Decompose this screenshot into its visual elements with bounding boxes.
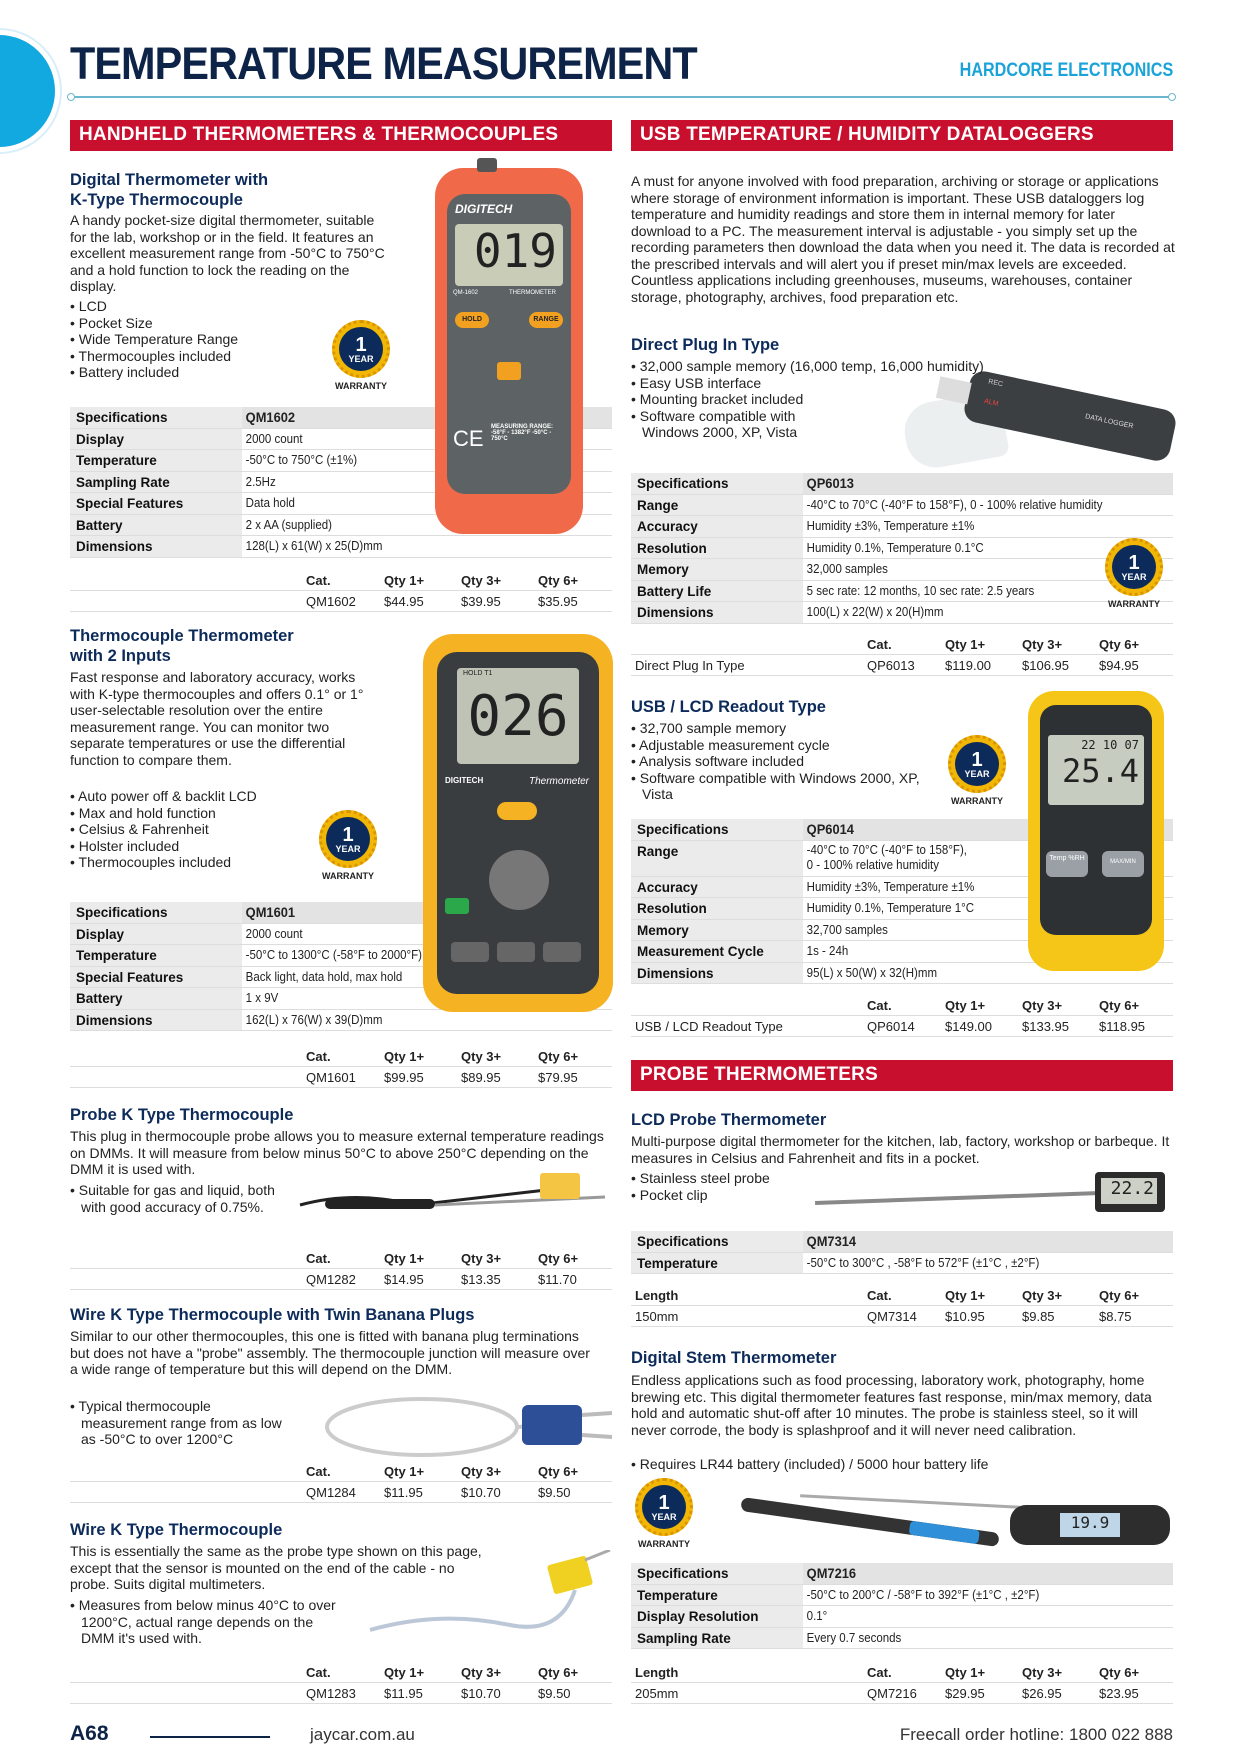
feature-item: • 32,700 sample memory (631, 720, 931, 737)
spec-label: Sampling Rate (631, 1628, 803, 1649)
spec-label: Accuracy (631, 516, 803, 537)
feature-item: • Thermocouples included (70, 348, 330, 365)
spec-value: -40°C to 70°C (-40°F to 158°F), 0 - 100% relative humidity (806, 497, 1103, 512)
header-divider (70, 96, 1173, 98)
spec-label: Temperature (631, 1585, 803, 1606)
spec-value: Humidity ±3%, Temperature ±1% (806, 879, 975, 894)
spec-row (631, 602, 1173, 624)
device-face (447, 194, 571, 494)
price-cell: Qty 6+ (538, 1464, 579, 1479)
qm1602-device-image (435, 168, 583, 534)
price-header-row (70, 1248, 612, 1269)
lcd-reading: 026 (457, 668, 579, 764)
price-cell: QM1282 (306, 1272, 356, 1287)
usb-intro-text: A must for anyone involved with food preparation, archiving or storage or applications where storage of environment information is important. These USB dataloggers log temperature and humidity readings and store them in internal memory for later download to a PC. The measurement interval is adjustable - you simply set up the recording parameters then download the data when you need it. The data is recorded at the prescribed intervals and will alert you if preset min/max levels are exceeded. Countless applications including greenhouses, museums, warehouses, container storage, photography, archives, food preparation etc. (631, 173, 1175, 305)
spec-value: 100(L) x 22(W) x 20(H)mm (806, 605, 944, 620)
price-cell: Qty 1+ (945, 998, 986, 1013)
feature-list (631, 1456, 1176, 1473)
spec-value: 32,000 samples (806, 562, 888, 577)
website-link[interactable]: jaycar.com.au (310, 1725, 415, 1744)
feature-item: • Software compatible with Windows 2000, XP, Vista (631, 770, 931, 803)
spec-value: -40°C to 70°C (-40°F to 158°F), 0 - 100% relative humidity (806, 843, 967, 872)
product-title: Probe K Type Thermocouple (70, 1106, 294, 1124)
spec-value: 2.5Hz (245, 474, 276, 489)
feature-item: • Mounting bracket included (631, 391, 1011, 408)
alm-led-label: ALM (983, 397, 999, 408)
brand-label: HARDCORE ELECTRONICS (959, 60, 1173, 81)
spec-row (631, 1585, 1173, 1607)
price-cell: Qty 6+ (1099, 1665, 1140, 1680)
price-cell: $14.95 (384, 1272, 424, 1287)
spec-label: Display (70, 924, 242, 945)
rec-led-label: REC (987, 378, 1004, 389)
price-row (70, 1067, 612, 1088)
spec-value: -50°C to 1300°C (-58°F to 2000°F) (245, 948, 422, 963)
price-cell: $29.95 (945, 1686, 985, 1701)
lcd-reading: 22.2 (1101, 1178, 1157, 1204)
price-cell: $119.00 (945, 658, 992, 673)
product-description: Similar to our other thermocouples, this one is fitted with banana plug terminations but does not have a "probe" assembly. The thermocouple junction will measure over a wide range of temperature but this will depend on the DMM. (70, 1328, 590, 1377)
product-title: USB / LCD Readout Type (631, 698, 826, 716)
product-title: Wire K Type Thermocouple (70, 1521, 283, 1539)
spec-label: Sampling Rate (70, 472, 242, 493)
price-cell: Qty 6+ (538, 1049, 579, 1064)
spec-value: 0.1° (806, 1609, 828, 1624)
product-title: LCD Probe Thermometer (631, 1111, 827, 1129)
hotline-text: Freecall order hotline: 1800 022 888 (899, 1725, 1173, 1744)
spec-row (631, 538, 1173, 560)
spec-value: QM7314 (806, 1233, 857, 1250)
spec-value: -50°C to 300°C , -58°F to 572°F (±1°C , ±2°F) (806, 1255, 1040, 1270)
hold-button: HOLD (455, 312, 489, 328)
price-cell: Length (635, 1288, 679, 1303)
spec-label: Specifications (631, 1563, 803, 1584)
price-cell: Cat. (306, 1251, 331, 1266)
temp-rh-button: Temp %RH (1046, 851, 1088, 877)
spec-value: Every 0.7 seconds (806, 1630, 902, 1645)
spec-label: Display (70, 429, 242, 450)
banana-plug-thermocouple-image (322, 1385, 617, 1465)
product-title: Digital Stem Thermometer (631, 1349, 837, 1367)
feature-item: • Easy USB interface (631, 375, 1011, 392)
price-cell: Cat. (306, 1464, 331, 1479)
device-model: QM-1602 (453, 290, 479, 296)
spec-row (631, 516, 1173, 538)
price-row (631, 655, 1173, 676)
lcd-hold-indicator: HOLD T1 (463, 670, 493, 677)
feature-list (631, 358, 1011, 441)
feature-list (70, 788, 330, 871)
spec-value: 1 x 9V (245, 991, 279, 1006)
spec-label: Display Resolution (631, 1606, 803, 1627)
product-description: Endless applications such as food processing, laboratory work, photography, home brewing etc. This digital thermometer features fast response, min/max memory, data hold and automatic shut-off after 10 minutes. The probe is stainless steel, so it will never corrode, the body is splashproof and it will never need calibration. (631, 1372, 1152, 1438)
spec-value: 2 x AA (supplied) (245, 517, 332, 532)
feature-item: • Max and hold function (70, 805, 330, 822)
lcd-reading: 19.9 (1060, 1513, 1120, 1537)
spec-value: 5 sec rate: 12 months, 10 sec rate: 2.5 years (806, 583, 1035, 598)
price-cell: $133.95 (1022, 1019, 1069, 1034)
price-cell: $35.95 (538, 594, 578, 609)
warranty-badge: 1 YEAR WARRANTY (329, 320, 393, 391)
price-cell: Qty 1+ (384, 573, 425, 588)
price-cell: 150mm (635, 1309, 679, 1324)
spec-label: Battery (70, 515, 242, 536)
spec-value: 95(L) x 50(W) x 32(H)mm (806, 965, 938, 980)
input-buttons (451, 942, 581, 962)
product-description: Multi-purpose digital thermometer for the kitchen, lab, factory, workshop or barbeque. It measures in Celsius and Fahrenheit and fits in a pocket. (631, 1133, 1170, 1166)
probe-thermocouple-image (295, 1165, 615, 1240)
spec-label: Specifications (631, 473, 803, 494)
device-face (1040, 705, 1152, 935)
feature-item: • Analysis software included (631, 753, 931, 770)
spec-row (631, 581, 1173, 603)
price-cell: $99.95 (384, 1070, 424, 1085)
price-table (631, 1662, 1173, 1704)
price-cell: Qty 6+ (1099, 998, 1140, 1013)
spec-label: Dimensions (631, 602, 803, 623)
spec-value: QM7216 (806, 1565, 857, 1582)
spec-value: 1s - 24h (806, 944, 849, 959)
spec-label: Dimensions (70, 536, 242, 557)
spec-label: Measurement Cycle (631, 941, 803, 962)
price-row (70, 1683, 612, 1704)
spec-value: Humidity 0.1%, Temperature 0.1°C (806, 540, 984, 555)
price-cell: Cat. (306, 1665, 331, 1680)
price-cell: Cat. (306, 1049, 331, 1064)
price-cell: $10.70 (461, 1485, 501, 1500)
price-table (631, 634, 1173, 676)
product-description: This is essentially the same as the probe type shown on this page, except that the sensor is mounted on the end of the cable - no probe. Suits digital multimeters. (70, 1543, 482, 1592)
spec-row (70, 536, 612, 558)
spec-label: Resolution (631, 538, 803, 559)
warranty-badge: 1 YEAR WARRANTY (945, 735, 1009, 806)
product-title: Direct Plug In Type (631, 336, 780, 354)
price-row (631, 1306, 1173, 1327)
spec-label: Battery (70, 988, 242, 1009)
price-cell: Qty 3+ (1022, 1665, 1063, 1680)
spec-header-row (631, 473, 1173, 495)
feature-item: • Stainless steel probe (631, 1170, 831, 1187)
price-cell: Qty 6+ (538, 573, 579, 588)
product-description: Fast response and laboratory accuracy, works with K-type thermocouples and offers 0.1° or 1° user-selectable resolution over the entire measurement range. You can monitor two separate temperatures or use the differential function to compare them. (70, 669, 364, 768)
spec-row (631, 495, 1173, 517)
feature-item: • 32,000 sample memory (16,000 temp, 16,000 humidity) (631, 358, 1011, 375)
device-name: THERMOMETER (509, 290, 556, 296)
spec-row (70, 1010, 612, 1032)
stem-probe-image (800, 1494, 1020, 1509)
device-brand: DIGITECH (455, 202, 513, 216)
feature-list (70, 1398, 295, 1448)
spec-value: QM1602 (245, 409, 296, 426)
price-cell: $8.75 (1099, 1309, 1132, 1324)
spec-label: Memory (631, 920, 803, 941)
probe-socket (477, 158, 497, 172)
lcd-display (1048, 735, 1144, 805)
spec-row (631, 1628, 1173, 1650)
feature-item: • Celsius & Fahrenheit (70, 821, 330, 838)
price-row (631, 1683, 1173, 1704)
device-face (437, 652, 599, 994)
spec-label: Range (631, 495, 803, 516)
lcd-reading: 019 (455, 224, 563, 286)
feature-item: • Auto power off & backlit LCD (70, 788, 330, 805)
price-cell: Qty 3+ (461, 1665, 502, 1680)
spec-value: 2000 count (245, 431, 303, 446)
measuring-range-label: MEASURING RANGE: -58°F - 1382°F -50°C - 750°C (491, 424, 554, 442)
price-cell: Qty 3+ (1022, 998, 1063, 1013)
price-cell: $11.95 (384, 1485, 423, 1500)
price-cell: $10.95 (945, 1309, 985, 1324)
spec-value: 32,700 samples (806, 922, 888, 937)
price-header-row (70, 570, 612, 591)
price-row (70, 591, 612, 612)
spec-value: Humidity 0.1%, Temperature 1°C (806, 901, 975, 916)
spec-table (631, 1563, 1173, 1649)
price-table (70, 1046, 612, 1088)
price-cell: $26.95 (1022, 1686, 1062, 1701)
qp6014-logger-image (1028, 691, 1164, 971)
price-cell: $149.00 (945, 1019, 992, 1034)
spec-header-row (631, 1563, 1173, 1585)
spec-value: QP6014 (806, 821, 854, 838)
spec-label: Specifications (631, 819, 803, 840)
price-header-row (70, 1046, 612, 1067)
spec-header-row (631, 1231, 1173, 1253)
spec-label: Temperature (631, 1253, 803, 1274)
data-logger-label: DATA LOGGER (1084, 413, 1134, 431)
feature-item: • Pocket clip (631, 1187, 831, 1204)
page-title: TEMPERATURE MEASUREMENT (70, 38, 697, 89)
price-cell: USB / LCD Readout Type (635, 1019, 783, 1034)
spec-row (631, 1253, 1173, 1275)
spec-label: Specifications (631, 1231, 803, 1252)
spec-value: QP6013 (806, 475, 854, 492)
price-table (70, 1248, 612, 1290)
range-button: RANGE (529, 312, 563, 328)
price-cell: 205mm (635, 1686, 679, 1701)
price-cell: Qty 1+ (384, 1464, 425, 1479)
price-cell: QP6014 (867, 1019, 915, 1034)
feature-item: • Thermocouples included (70, 854, 330, 871)
price-cell: Qty 6+ (1099, 1288, 1140, 1303)
footer-divider (150, 1736, 270, 1738)
feature-item: • Pocket Size (70, 315, 330, 332)
feature-item: • Measures from below minus 40°C to over 1200°C, actual range depends on the DMM it's used with. (70, 1597, 350, 1647)
feature-item: • Adjustable measurement cycle (631, 737, 931, 754)
feature-list (70, 1182, 280, 1215)
price-cell: QM7314 (867, 1309, 917, 1324)
price-cell: Qty 1+ (384, 1665, 425, 1680)
price-cell: QM1284 (306, 1485, 356, 1500)
price-cell: Qty 3+ (461, 573, 502, 588)
spec-row (631, 559, 1173, 581)
spec-label: Dimensions (70, 1010, 242, 1031)
price-cell: Cat. (867, 637, 892, 652)
lcd-date: 22 10 07 (1081, 738, 1139, 752)
spec-label: Resolution (631, 898, 803, 919)
price-cell: $106.95 (1022, 658, 1069, 673)
spec-label: Special Features (70, 493, 242, 514)
spec-value: Back light, data hold, max hold (245, 969, 403, 984)
warranty-badge: 1 YEAR WARRANTY (632, 1478, 696, 1549)
spec-label: Temperature (70, 450, 242, 471)
price-header-row (70, 1662, 612, 1683)
feature-list (631, 1170, 831, 1203)
feature-item: • Software compatible with Windows 2000, XP, Vista (631, 408, 831, 441)
price-cell: $89.95 (461, 1070, 501, 1085)
price-table (631, 995, 1173, 1037)
price-cell: Qty 1+ (945, 1288, 986, 1303)
device-brand: DIGITECH (445, 776, 484, 785)
product-description: This plug in thermocouple probe allows you to measure external temperature readings on DMMs. It will measure from below minus 50°C to above 250°C depending on the DMM it is used with. (70, 1128, 604, 1177)
spec-value: Humidity ±3%, Temperature ±1% (806, 519, 975, 534)
feature-item: • Wide Temperature Range (70, 331, 330, 348)
feature-list (70, 1597, 350, 1647)
direction-pad (489, 850, 549, 910)
price-cell: Qty 3+ (461, 1049, 502, 1064)
price-cell: Qty 6+ (538, 1251, 579, 1266)
price-cell: $9.50 (538, 1686, 571, 1701)
price-cell: Qty 3+ (461, 1251, 502, 1266)
product-title: Wire K Type Thermocouple with Twin Banana Plugs (70, 1306, 475, 1324)
price-cell: Qty 1+ (945, 637, 986, 652)
price-header-row (631, 995, 1173, 1016)
price-cell: QM1283 (306, 1686, 356, 1701)
spec-table (631, 1231, 1173, 1274)
spec-value: -50°C to 750°C (±1%) (245, 453, 358, 468)
spec-value: Data hold (245, 496, 295, 511)
price-header-row (631, 1285, 1173, 1306)
section-bar-usb: USB TEMPERATURE / HUMIDITY DATALOGGERS (631, 120, 1173, 151)
feature-item: • Holster included (70, 838, 330, 855)
warranty-badge: 1 YEAR WARRANTY (316, 810, 380, 881)
power-button (497, 802, 537, 820)
price-cell: Qty 3+ (1022, 637, 1063, 652)
price-cell: $94.95 (1099, 658, 1139, 673)
price-cell: Direct Plug In Type (635, 658, 745, 673)
price-row (70, 1482, 612, 1503)
spec-label: Temperature (70, 945, 242, 966)
price-cell: $79.95 (538, 1070, 578, 1085)
price-cell: $9.85 (1022, 1309, 1055, 1324)
spec-label: Memory (631, 559, 803, 580)
price-row (631, 1016, 1173, 1037)
price-header-row (631, 634, 1173, 655)
price-cell: Cat. (306, 573, 331, 588)
spec-row (631, 1606, 1173, 1628)
price-cell: QP6013 (867, 658, 915, 673)
price-cell: Qty 1+ (384, 1049, 425, 1064)
warranty-badge: 1 YEAR WARRANTY (1102, 538, 1166, 609)
price-cell: QM1602 (306, 594, 356, 609)
price-header-row (631, 1662, 1173, 1683)
wire-thermocouple-image (360, 1550, 615, 1650)
spec-table (631, 473, 1173, 624)
price-cell: $23.95 (1099, 1686, 1139, 1701)
spec-value: 2000 count (245, 926, 303, 941)
price-cell: $44.95 (384, 594, 424, 609)
price-cell: $13.35 (461, 1272, 501, 1287)
price-cell: Qty 6+ (538, 1665, 579, 1680)
qm1601-device-image (423, 634, 613, 1012)
price-cell: $39.95 (461, 594, 501, 609)
feature-item: • Suitable for gas and liquid, both with good accuracy of 0.75%. (70, 1182, 280, 1215)
feature-item: • Battery included (70, 364, 330, 381)
section-bar-probe: PROBE THERMOMETERS (631, 1060, 1173, 1091)
max-min-button: MAX/MIN (1102, 851, 1144, 877)
price-cell: QM1601 (306, 1070, 356, 1085)
price-cell: $11.70 (538, 1272, 577, 1287)
stem-thermometer-body-image (1010, 1505, 1170, 1545)
spec-label: Special Features (70, 967, 242, 988)
price-table (70, 1461, 612, 1503)
feature-item: • Typical thermocouple measurement range from as low as -50°C to over 1200°C (70, 1398, 295, 1448)
price-cell: Qty 6+ (1099, 637, 1140, 652)
spec-label: Specifications (70, 902, 242, 923)
price-cell: Cat. (867, 998, 892, 1013)
lcd-probe-stem-image (815, 1191, 1100, 1205)
spec-value: -50°C to 200°C / -58°F to 392°F (±1°C , ±2°F) (806, 1587, 1040, 1602)
spec-label: Range (631, 841, 803, 876)
feature-item: • Requires LR44 battery (included) / 5000 hour battery life (631, 1456, 1176, 1473)
spec-label: Accuracy (631, 877, 803, 898)
spec-label: Dimensions (631, 963, 803, 984)
price-cell: Qty 1+ (945, 1665, 986, 1680)
spec-value: QM1601 (245, 904, 296, 921)
power-switch (497, 362, 521, 380)
feature-list (631, 720, 931, 803)
price-cell: $10.70 (461, 1686, 501, 1701)
price-table (631, 1285, 1173, 1327)
spec-label: Battery Life (631, 581, 803, 602)
price-table (70, 1662, 612, 1704)
price-cell: Qty 1+ (384, 1251, 425, 1266)
price-cell: QM7216 (867, 1686, 917, 1701)
spec-label: Specifications (70, 407, 242, 428)
price-cell: Qty 3+ (461, 1464, 502, 1479)
price-cell: Length (635, 1665, 679, 1680)
green-button (445, 898, 469, 914)
price-cell: Cat. (867, 1288, 892, 1303)
price-cell: $118.95 (1099, 1019, 1146, 1034)
spec-value: 162(L) x 76(W) x 39(D)mm (245, 1012, 383, 1027)
price-cell: Qty 3+ (1022, 1288, 1063, 1303)
page-number: A68 (70, 1722, 109, 1745)
product-description: A handy pocket-size digital thermometer, suitable for the lab, workshop or in the field. It features an excellent measurement range from -50°C to 750°C and a hold function to lock the reading on the display. (70, 212, 385, 294)
price-cell: Cat. (867, 1665, 892, 1680)
price-row (70, 1269, 612, 1290)
product-title: Digital Thermometer with K-Type Thermocouple (70, 171, 269, 209)
spec-value: 128(L) x 61(W) x 25(D)mm (245, 539, 383, 554)
feature-list (70, 298, 330, 381)
price-cell: $9.50 (538, 1485, 571, 1500)
page-tab-circle (0, 30, 60, 152)
price-cell: $11.95 (384, 1686, 423, 1701)
ce-mark: CE (453, 426, 484, 451)
device-name: Thermometer (529, 776, 590, 787)
section-bar-handheld: HANDHELD THERMOMETERS & THERMOCOUPLES (70, 120, 612, 151)
lcd-probe-body-image (1095, 1172, 1165, 1212)
product-title: Thermocouple Thermometer with 2 Inputs (70, 627, 294, 665)
price-table (70, 570, 612, 612)
feature-item: • LCD (70, 298, 330, 315)
lcd-reading: 25.4 (1061, 752, 1139, 790)
